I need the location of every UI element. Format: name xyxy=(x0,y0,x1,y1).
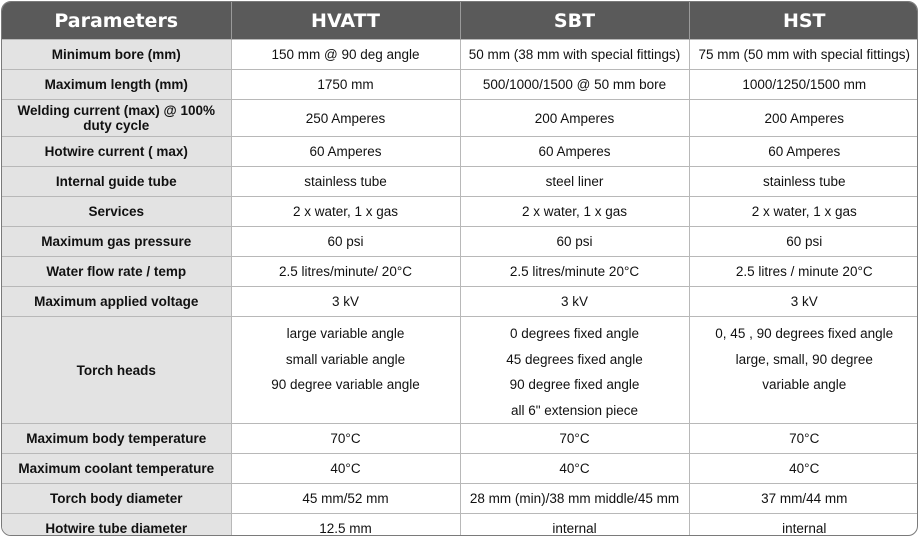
table-row xyxy=(2,484,918,514)
value-cell: 28 mm (min)/38 mm middle/45 mm xyxy=(460,484,689,514)
value-cell: 60 Amperes xyxy=(689,137,918,167)
header-sbt: SBT xyxy=(460,2,689,40)
value-cell: 40°C xyxy=(231,454,460,484)
value-cell: 60 Amperes xyxy=(460,137,689,167)
value-cell: 150 mm @ 90 deg angle xyxy=(231,40,460,70)
value-cell: 37 mm/44 mm xyxy=(689,484,918,514)
value-cell: 500/1000/1500 @ 50 mm bore xyxy=(460,70,689,100)
table-row xyxy=(2,257,918,287)
value-cell: internal xyxy=(460,514,689,537)
table-row xyxy=(2,424,918,454)
value-cell: 70°C xyxy=(689,424,918,454)
header-hst: HST xyxy=(689,2,918,40)
value-cell: 75 mm (50 mm with special fittings) xyxy=(689,40,918,70)
table-row xyxy=(2,317,918,424)
parameter-label: Maximum coolant temperature xyxy=(2,454,231,484)
value-cell: 2.5 litres/minute 20°C xyxy=(460,257,689,287)
value-line: large, small, 90 degree xyxy=(735,351,873,367)
table-row xyxy=(2,167,918,197)
value-cell: steel liner xyxy=(460,167,689,197)
value-cell: stainless tube xyxy=(231,167,460,197)
value-cell: 50 mm (38 mm with special fittings) xyxy=(460,40,689,70)
table-row xyxy=(2,227,918,257)
value-cell: 60 psi xyxy=(460,227,689,257)
value-line: 45 degrees fixed angle xyxy=(506,351,643,367)
value-line: small variable angle xyxy=(285,351,406,367)
value-cell: 3 kV xyxy=(231,287,460,317)
table-row xyxy=(2,287,918,317)
value-cell: 70°C xyxy=(231,424,460,454)
table-row xyxy=(2,514,918,537)
value-cell: 250 Amperes xyxy=(231,100,460,137)
value-cell: 3 kV xyxy=(689,287,918,317)
value-cell: 200 Amperes xyxy=(460,100,689,137)
value-cell: 60 psi xyxy=(231,227,460,257)
value-cell: 200 Amperes xyxy=(689,100,918,137)
value-cell-multiline xyxy=(231,317,460,424)
value-line: 90 degree variable angle xyxy=(271,377,420,392)
value-cell: 2 x water, 1 x gas xyxy=(231,197,460,227)
value-cell: 3 kV xyxy=(460,287,689,317)
value-cell: stainless tube xyxy=(689,167,918,197)
value-cell: 2 x water, 1 x gas xyxy=(689,197,918,227)
value-cell: 1750 mm xyxy=(231,70,460,100)
table-row xyxy=(2,454,918,484)
value-line: 0, 45 , 90 degrees fixed angle xyxy=(715,326,894,341)
parameter-label: Minimum bore (mm) xyxy=(2,40,231,70)
value-line: variable angle xyxy=(762,377,847,392)
value-cell-multiline xyxy=(460,317,689,424)
parameter-label: Internal guide tube xyxy=(2,167,231,197)
table-row xyxy=(2,137,918,167)
value-cell: 12.5 mm xyxy=(231,514,460,537)
value-cell: 70°C xyxy=(460,424,689,454)
parameter-label: Services xyxy=(2,197,231,227)
header-hvatt: HVATT xyxy=(231,2,460,40)
value-cell-multiline xyxy=(689,317,918,424)
parameter-label: Maximum gas pressure xyxy=(2,227,231,257)
parameter-label: Maximum body temperature xyxy=(2,424,231,454)
table-body xyxy=(2,40,918,537)
parameter-label: Welding current (max) @ 100% duty cycle xyxy=(2,100,231,137)
spec-comparison-table xyxy=(2,2,918,536)
value-cell: internal xyxy=(689,514,918,537)
parameter-label: Hotwire tube diameter xyxy=(2,514,231,537)
value-cell: 60 Amperes xyxy=(231,137,460,167)
value-cell: 2 x water, 1 x gas xyxy=(460,197,689,227)
value-line: all 6" extension piece xyxy=(510,402,639,418)
value-cell: 45 mm/52 mm xyxy=(231,484,460,514)
value-cell: 1000/1250/1500 mm xyxy=(689,70,918,100)
parameter-label: Water flow rate / temp xyxy=(2,257,231,287)
value-cell: 60 psi xyxy=(689,227,918,257)
parameter-label: Maximum length (mm) xyxy=(2,70,231,100)
table-row xyxy=(2,70,918,100)
parameter-label: Hotwire current ( max) xyxy=(2,137,231,167)
parameter-label: Maximum applied voltage xyxy=(2,287,231,317)
table-row xyxy=(2,197,918,227)
header-row xyxy=(2,2,918,40)
value-line: large variable angle xyxy=(286,326,405,341)
spec-table-container xyxy=(1,1,918,536)
value-line: 90 degree fixed angle xyxy=(509,377,640,392)
parameter-label: Torch body diameter xyxy=(2,484,231,514)
table-row xyxy=(2,100,918,137)
value-cell: 2.5 litres / minute 20°C xyxy=(689,257,918,287)
table-row xyxy=(2,40,918,70)
value-line: 0 degrees fixed angle xyxy=(509,326,640,341)
value-cell: 40°C xyxy=(460,454,689,484)
value-cell: 40°C xyxy=(689,454,918,484)
header-parameters: Parameters xyxy=(2,2,231,40)
value-cell: 2.5 litres/minute/ 20°C xyxy=(231,257,460,287)
parameter-label: Torch heads xyxy=(2,317,231,424)
